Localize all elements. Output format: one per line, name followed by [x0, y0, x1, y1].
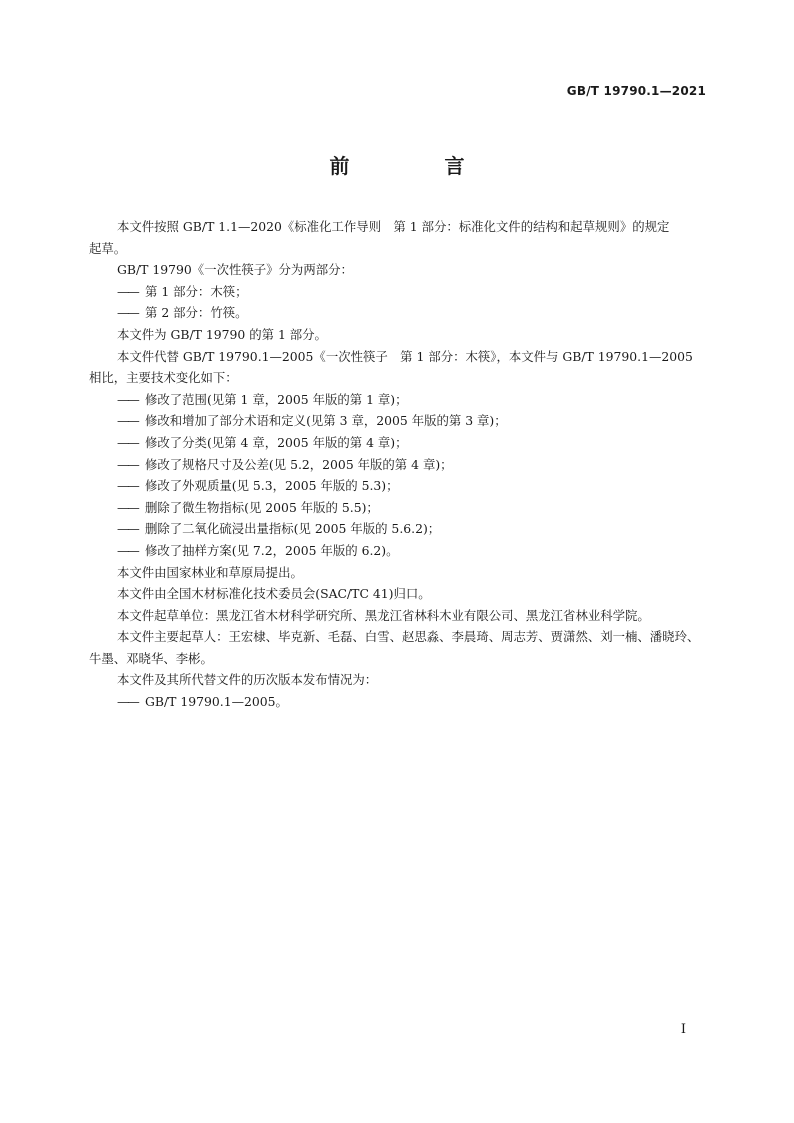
page-title: 前 言 — [329, 154, 509, 178]
change-item: —— 删除了二氧化硫浸出量指标(见 2005 年版的 5.6.2)； — [89, 518, 707, 540]
paragraph-history-intro: 本文件及其所代替文件的历次版本发布情况为： — [117, 672, 378, 688]
foreword-body — [89, 216, 707, 713]
change-item: —— 修改和增加了部分术语和定义(见第 3 章，2005 年版的第 3 章)； — [89, 410, 707, 432]
standard-code: GB/T 19790.1—2021 — [566, 84, 706, 98]
change-item: —— 删除了微生物指标(见 2005 年版的 5.5)； — [89, 497, 707, 519]
list-item: —— 第 2 部分：竹筷。 — [89, 302, 707, 324]
paragraph-replaces: 本文件代替 GB/T 19790.1—2005《一次性筷子 第 1 部分：木筷》，本文件与 GB/T 19790.1—2005 — [117, 348, 693, 364]
paragraph-drafters-cont: 牛墨、邓晓华、李彬。 — [89, 650, 213, 666]
page-number: I — [680, 1022, 686, 1037]
change-item: —— 修改了分类(见第 4 章，2005 年版的第 4 章)； — [89, 432, 707, 454]
dash-mark: —— — [117, 521, 138, 537]
change-item: —— 修改了抽样方案(见 7.2，2005 年版的 6.2)。 — [89, 540, 707, 562]
list-item: —— 第 1 部分：木筷； — [89, 281, 707, 303]
paragraph-drafting-units: 本文件起草单位：黑龙江省木材科学研究所、黑龙江省林科木业有限公司、黑龙江省林业科学院。 — [117, 607, 650, 623]
paragraph-committee: 本文件由全国木材标准化技术委员会(SAC/TC 41)归口。 — [117, 586, 431, 602]
paragraph-drafters: 本文件主要起草人：王宏棣、毕克新、毛磊、白雪、赵思淼、李晨琦、周志芳、贾潇然、刘一楠、潘晓玲、 — [117, 629, 700, 645]
dash-mark: —— — [117, 542, 138, 558]
dash-mark: —— — [117, 456, 138, 472]
dash-mark: —— — [117, 283, 138, 299]
dash-mark: —— — [117, 413, 138, 429]
paragraph-drafting-rules: 本文件按照 GB/T 1.1—2020《标准化工作导则 第 1 部分：标准化文件的结构和起草规则》的规定 — [117, 219, 670, 234]
change-item: —— 修改了范围(见第 1 章，2005 年版的第 1 章)； — [89, 389, 707, 411]
dash-mark: —— — [117, 478, 138, 494]
change-item: —— 修改了规格尺寸及公差(见 5.2，2005 年版的第 4 章)； — [89, 454, 707, 476]
paragraph-parts-intro: GB/T 19790《一次性筷子》分为两部分： — [117, 262, 353, 278]
dash-mark: —— — [117, 499, 138, 515]
paragraph-proposer: 本文件由国家林业和草原局提出。 — [117, 564, 303, 580]
paragraph-drafting-rules-cont: 起草。 — [89, 240, 127, 256]
history-item: —— GB/T 19790.1—2005。 — [89, 691, 707, 713]
dash-mark: —— — [117, 391, 138, 407]
change-item: —— 修改了外观质量(见 5.3，2005 年版的 5.3)； — [89, 475, 707, 497]
dash-mark: —— — [117, 694, 138, 710]
paragraph-replaces-cont: 相比，主要技术变化如下： — [89, 370, 238, 386]
paragraph-part-statement: 本文件为 GB/T 19790 的第 1 部分。 — [117, 326, 327, 342]
dash-mark: —— — [117, 434, 138, 450]
dash-mark: —— — [117, 305, 138, 321]
